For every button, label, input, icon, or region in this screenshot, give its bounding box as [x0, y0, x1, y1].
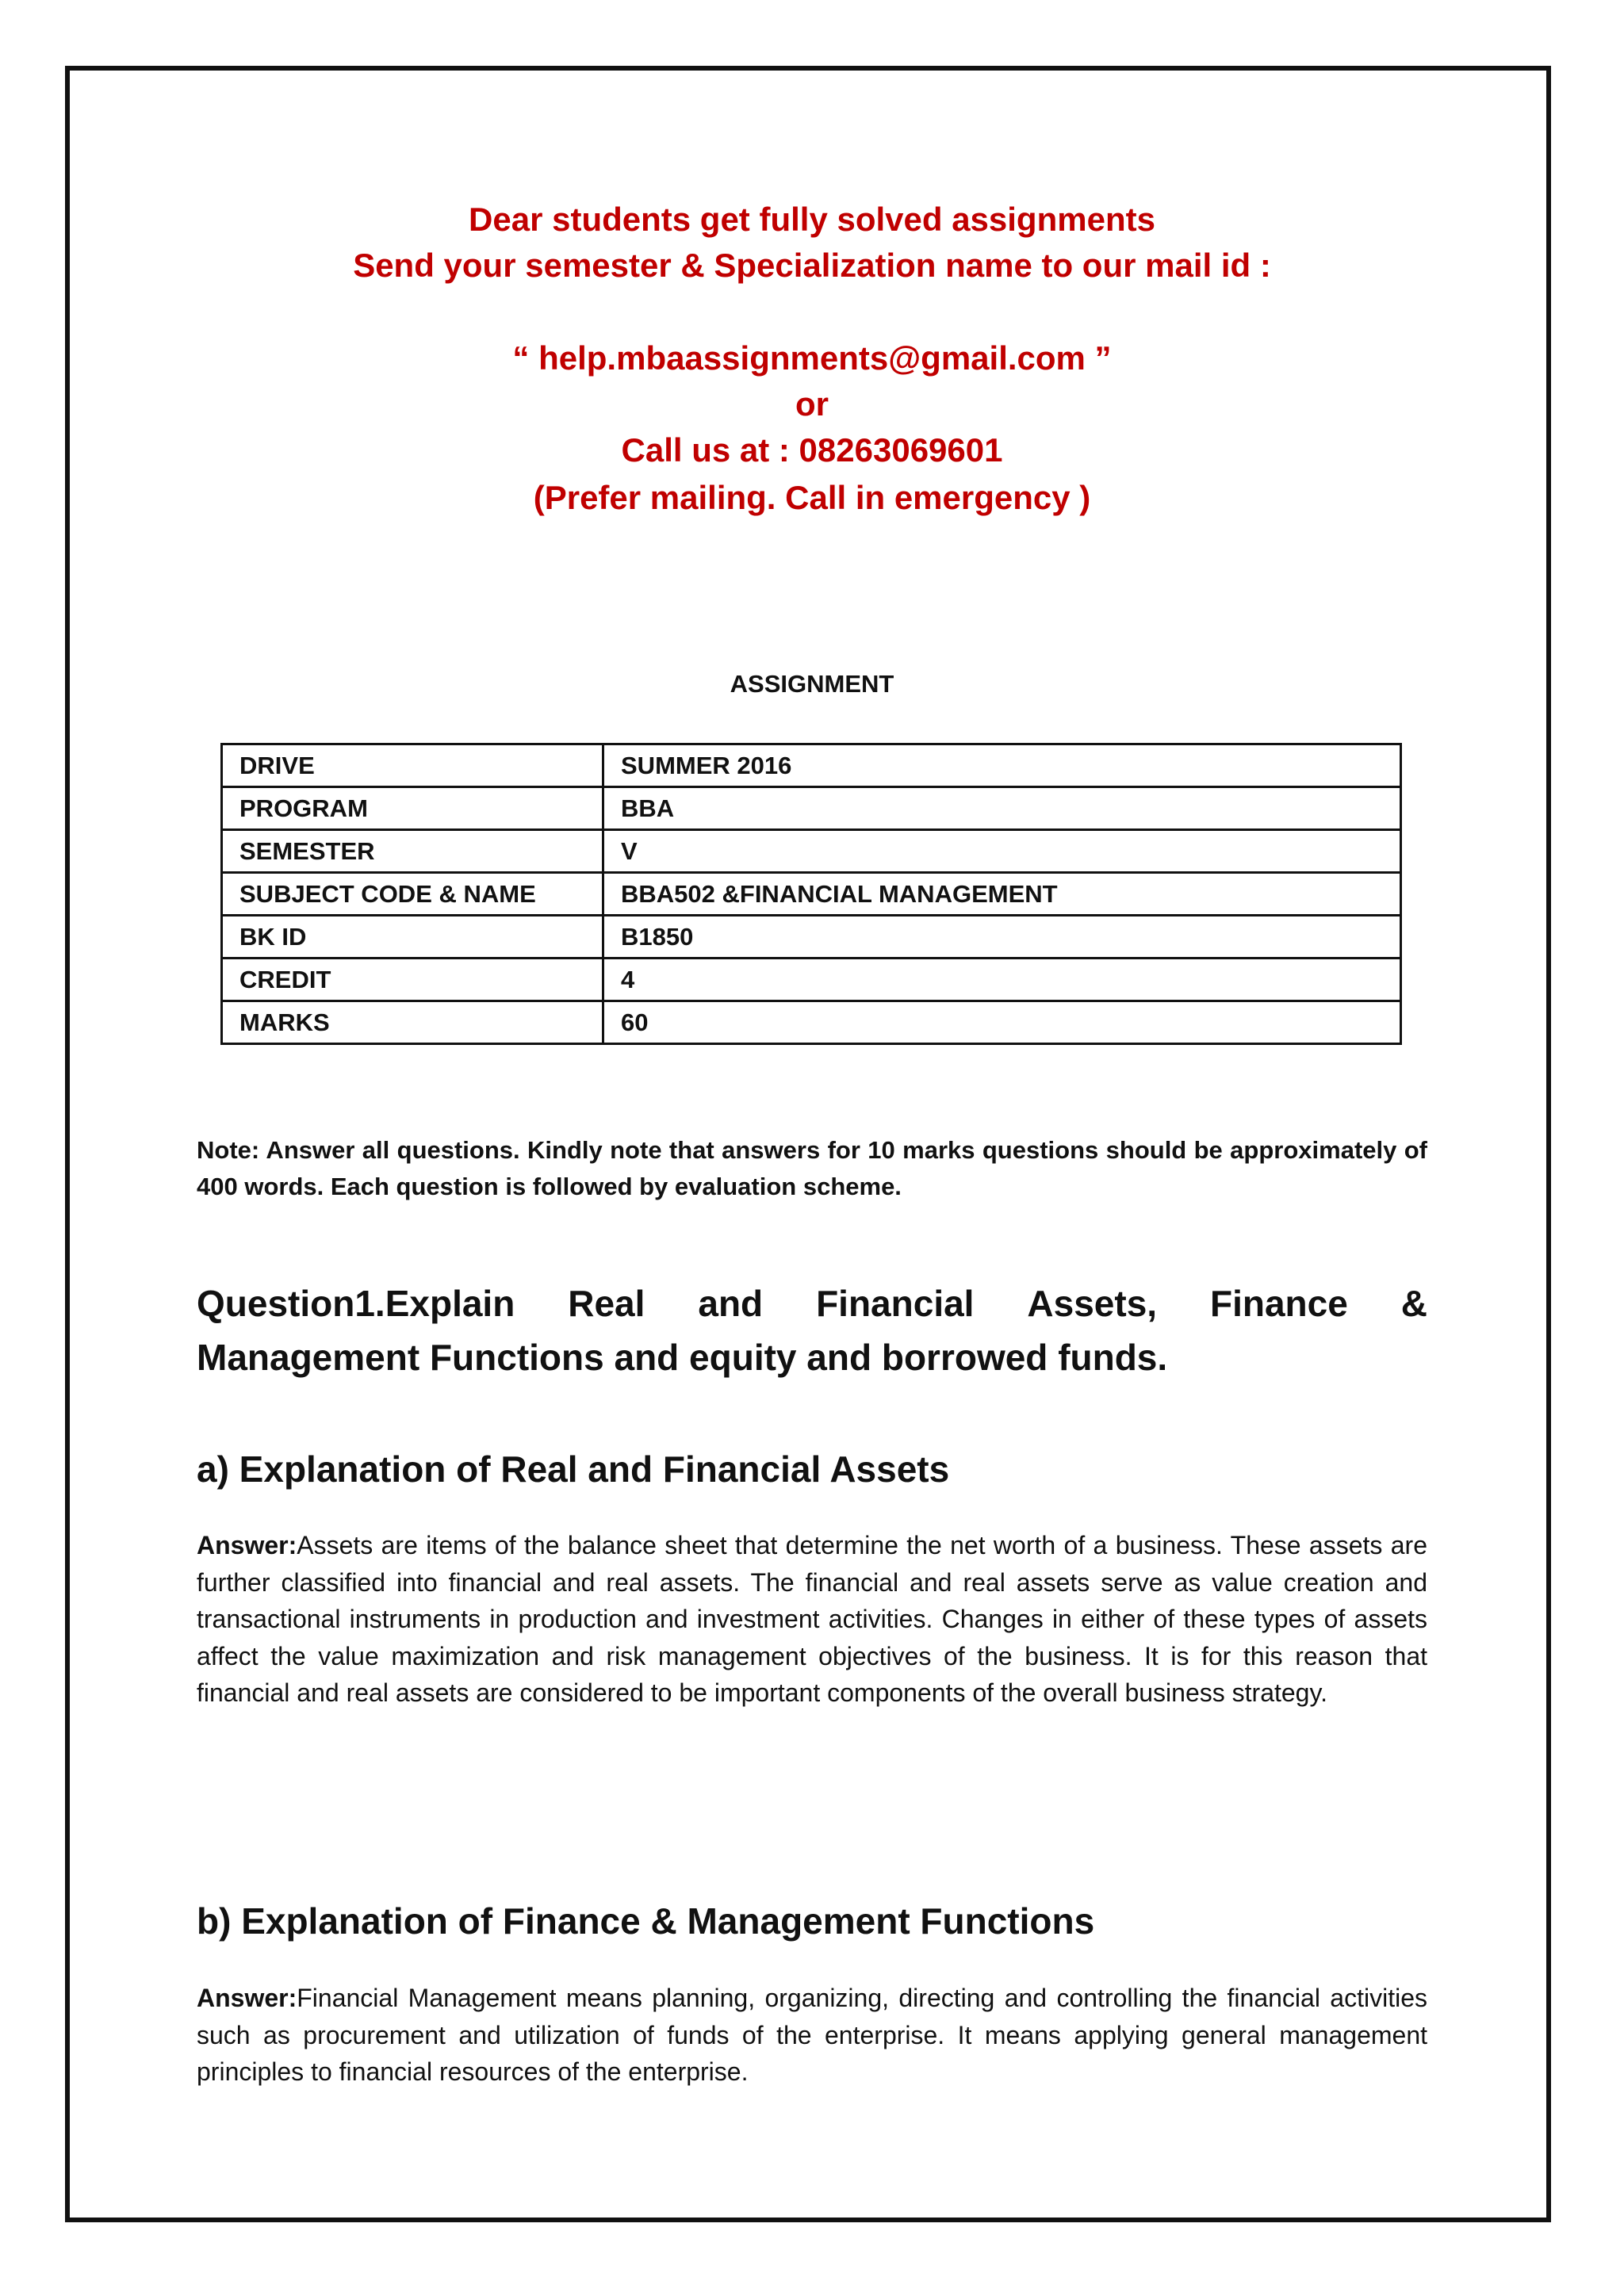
table-value: 4	[603, 959, 1401, 1001]
section-a-answer	[197, 1527, 1427, 1712]
answer-text: Financial Management means planning, organizing, directing and controlling the financial activities such as procurement and utilization of funds of the enterprise. It means applying general management principles to financial resources of the enterprise.	[197, 1984, 1427, 2086]
table-row	[222, 1001, 1401, 1044]
answer-text: Assets are items of the balance sheet that determine the net worth of a business. These assets are further classified into financial and real assets. The financial and real assets serve as value creation and transactional instruments in production and investment activities. Changes in either of these types of assets affect the value maximization and risk management objectives of the business. It is for this reason that financial and real assets are considered to be important components of the overall business strategy.	[197, 1531, 1427, 1707]
promo-phone: Call us at : 08263069601	[621, 431, 1003, 469]
answer-label: Answer:	[197, 1984, 297, 2012]
promo-or: or	[795, 385, 829, 423]
table-value: BBA	[603, 787, 1401, 830]
instructions-note: Note: Answer all questions. Kindly note that answers for 10 marks questions should be approximately of 400 words. Each question is followed by evaluation scheme.	[197, 1136, 1427, 1200]
table-key: MARKS	[222, 1001, 603, 1044]
section-b-answer	[197, 1980, 1427, 2091]
question-1-title	[197, 1276, 1427, 1384]
question-word: and	[698, 1283, 764, 1324]
table-key: PROGRAM	[222, 787, 603, 830]
table-row	[222, 959, 1401, 1001]
promo-line-1: Dear students get fully solved assignments	[469, 201, 1155, 238]
table-key: BK ID	[222, 916, 603, 959]
promo-line-2: Send your semester & Specialization name to our mail id :	[353, 247, 1271, 284]
question-word: Question1.Explain	[197, 1283, 515, 1324]
question-1-line-2: Management Functions and equity and borrowed funds.	[197, 1337, 1168, 1378]
section-b-title: b) Explanation of Finance & Management Functions	[197, 1900, 1095, 1942]
question-word: Real	[568, 1283, 645, 1324]
section-a-title: a) Explanation of Real and Financial Assets	[197, 1448, 950, 1490]
table-value: BBA502 &FINANCIAL MANAGEMENT	[603, 873, 1401, 916]
table-key: SUBJECT CODE & NAME	[222, 873, 603, 916]
table-key: CREDIT	[222, 959, 603, 1001]
table-value: SUMMER 2016	[603, 744, 1401, 787]
table-value: V	[603, 830, 1401, 873]
question-1-line-1	[197, 1276, 1427, 1330]
question-word: &	[1400, 1283, 1427, 1324]
table-value: B1850	[603, 916, 1401, 959]
question-word: Financial	[816, 1283, 975, 1324]
table-row	[222, 916, 1401, 959]
table-row	[222, 787, 1401, 830]
assignment-info-table	[220, 743, 1402, 1045]
table-row	[222, 830, 1401, 873]
table-key: DRIVE	[222, 744, 603, 787]
question-word: Assets,	[1027, 1283, 1158, 1324]
table-row	[222, 744, 1401, 787]
question-word: Finance	[1210, 1283, 1348, 1324]
table-key: SEMESTER	[222, 830, 603, 873]
table-value: 60	[603, 1001, 1401, 1044]
promo-note: (Prefer mailing. Call in emergency )	[533, 479, 1091, 516]
table-row	[222, 873, 1401, 916]
assignment-heading: ASSIGNMENT	[730, 670, 894, 698]
answer-label: Answer:	[197, 1531, 297, 1559]
promo-email: “ help.mbaassignments@gmail.com ”	[512, 339, 1112, 377]
